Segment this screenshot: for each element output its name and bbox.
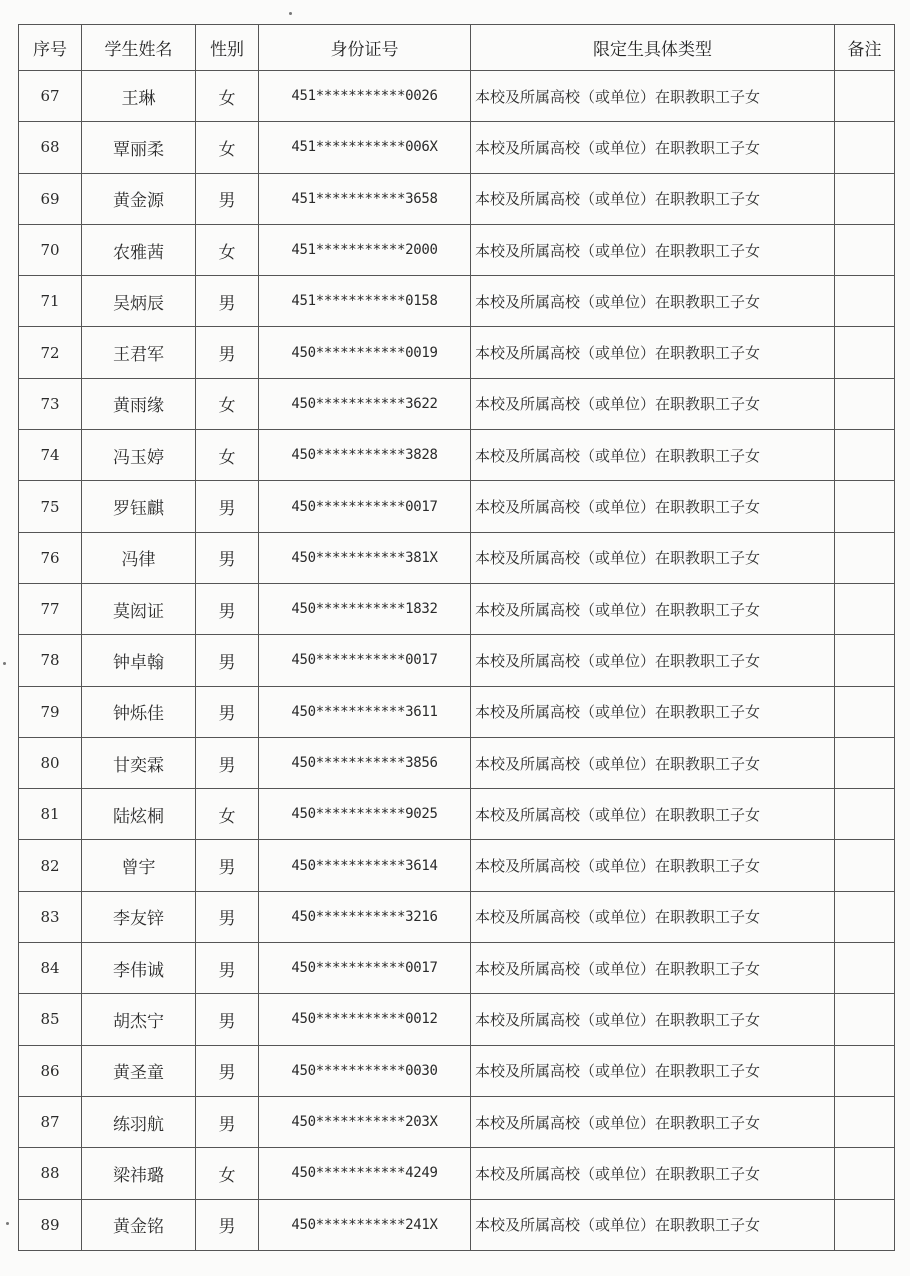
gender-cell: 男: [196, 891, 259, 942]
row-number-cell: 67: [19, 71, 82, 122]
id-number-cell: 450***********3622: [259, 378, 471, 429]
id-number-cell: 451***********0026: [259, 71, 471, 122]
row-number-cell: 74: [19, 430, 82, 481]
remarks-cell: [835, 840, 895, 891]
admission-type-cell: 本校及所属高校（或单位）在职教职工子女: [471, 276, 835, 327]
admission-type-cell: 本校及所属高校（或单位）在职教职工子女: [471, 583, 835, 634]
student-name-cell: 钟烁佳: [82, 686, 196, 737]
remarks-cell: [835, 1148, 895, 1199]
admission-type-cell: 本校及所属高校（或单位）在职教职工子女: [471, 327, 835, 378]
id-number-cell: 450***********3856: [259, 737, 471, 788]
table-row: [19, 1045, 895, 1096]
id-number-cell: 450***********0017: [259, 943, 471, 994]
gender-cell: 男: [196, 994, 259, 1045]
row-number-cell: 80: [19, 737, 82, 788]
table-row: [19, 276, 895, 327]
table-row: [19, 481, 895, 532]
student-name-cell: 黄圣童: [82, 1045, 196, 1096]
gender-cell: 女: [196, 224, 259, 275]
id-number-cell: 450***********203X: [259, 1096, 471, 1147]
table-row: [19, 430, 895, 481]
table-row: [19, 994, 895, 1045]
admission-type-cell: 本校及所属高校（或单位）在职教职工子女: [471, 430, 835, 481]
student-name-cell: 甘奕霖: [82, 737, 196, 788]
row-number-cell: 75: [19, 481, 82, 532]
gender-cell: 女: [196, 789, 259, 840]
row-number-cell: 85: [19, 994, 82, 1045]
student-name-cell: 农雅茜: [82, 224, 196, 275]
admission-type-cell: 本校及所属高校（或单位）在职教职工子女: [471, 686, 835, 737]
scan-speck: [289, 12, 292, 15]
table-row: [19, 737, 895, 788]
header-type: 限定生具体类型: [471, 25, 835, 71]
student-name-cell: 覃丽柔: [82, 122, 196, 173]
admission-type-cell: 本校及所属高校（或单位）在职教职工子女: [471, 1148, 835, 1199]
row-number-cell: 82: [19, 840, 82, 891]
student-name-cell: 罗钰麒: [82, 481, 196, 532]
table-row: [19, 840, 895, 891]
id-number-cell: 450***********381X: [259, 532, 471, 583]
row-number-cell: 84: [19, 943, 82, 994]
admission-type-cell: 本校及所属高校（或单位）在职教职工子女: [471, 481, 835, 532]
remarks-cell: [835, 686, 895, 737]
remarks-cell: [835, 1199, 895, 1250]
id-number-cell: 450***********1832: [259, 583, 471, 634]
row-number-cell: 70: [19, 224, 82, 275]
id-number-cell: 450***********0012: [259, 994, 471, 1045]
gender-cell: 男: [196, 635, 259, 686]
id-number-cell: 450***********3614: [259, 840, 471, 891]
gender-cell: 男: [196, 1199, 259, 1250]
remarks-cell: [835, 327, 895, 378]
student-name-cell: 王琳: [82, 71, 196, 122]
table-row: [19, 122, 895, 173]
row-number-cell: 88: [19, 1148, 82, 1199]
remarks-cell: [835, 635, 895, 686]
table-row: [19, 1199, 895, 1250]
id-number-cell: 451***********2000: [259, 224, 471, 275]
student-name-cell: 钟卓翰: [82, 635, 196, 686]
id-number-cell: 450***********0017: [259, 481, 471, 532]
header-name: 学生姓名: [82, 25, 196, 71]
id-number-cell: 451***********3658: [259, 173, 471, 224]
id-number-cell: 450***********0017: [259, 635, 471, 686]
student-name-cell: 陆炫桐: [82, 789, 196, 840]
student-name-cell: 李伟诚: [82, 943, 196, 994]
header-note: 备注: [835, 25, 895, 71]
scan-speck: [6, 1222, 9, 1225]
student-name-cell: 吴炳辰: [82, 276, 196, 327]
table-row: [19, 532, 895, 583]
student-name-cell: 王君军: [82, 327, 196, 378]
gender-cell: 女: [196, 122, 259, 173]
table-row: [19, 1148, 895, 1199]
admission-type-cell: 本校及所属高校（或单位）在职教职工子女: [471, 1199, 835, 1250]
student-name-cell: 黄金铭: [82, 1199, 196, 1250]
student-name-cell: 梁祎璐: [82, 1148, 196, 1199]
table-row: [19, 327, 895, 378]
id-number-cell: 451***********006X: [259, 122, 471, 173]
row-number-cell: 77: [19, 583, 82, 634]
row-number-cell: 86: [19, 1045, 82, 1096]
gender-cell: 男: [196, 276, 259, 327]
gender-cell: 男: [196, 1045, 259, 1096]
admission-type-cell: 本校及所属高校（或单位）在职教职工子女: [471, 224, 835, 275]
table-row: [19, 1096, 895, 1147]
row-number-cell: 72: [19, 327, 82, 378]
admission-type-cell: 本校及所属高校（或单位）在职教职工子女: [471, 994, 835, 1045]
row-number-cell: 71: [19, 276, 82, 327]
row-number-cell: 87: [19, 1096, 82, 1147]
row-number-cell: 79: [19, 686, 82, 737]
header-id: 身份证号: [259, 25, 471, 71]
remarks-cell: [835, 430, 895, 481]
row-number-cell: 73: [19, 378, 82, 429]
admission-type-cell: 本校及所属高校（或单位）在职教职工子女: [471, 635, 835, 686]
student-name-cell: 李友锌: [82, 891, 196, 942]
remarks-cell: [835, 122, 895, 173]
table-row: [19, 173, 895, 224]
id-number-cell: 450***********0019: [259, 327, 471, 378]
table-row: [19, 789, 895, 840]
id-number-cell: 450***********9025: [259, 789, 471, 840]
student-name-cell: 冯律: [82, 532, 196, 583]
gender-cell: 男: [196, 532, 259, 583]
student-name-cell: 练羽航: [82, 1096, 196, 1147]
row-number-cell: 78: [19, 635, 82, 686]
table-row: [19, 583, 895, 634]
id-number-cell: 451***********0158: [259, 276, 471, 327]
remarks-cell: [835, 1096, 895, 1147]
id-number-cell: 450***********3611: [259, 686, 471, 737]
admission-type-cell: 本校及所属高校（或单位）在职教职工子女: [471, 1045, 835, 1096]
remarks-cell: [835, 224, 895, 275]
admission-type-cell: 本校及所属高校（或单位）在职教职工子女: [471, 943, 835, 994]
id-number-cell: 450***********3216: [259, 891, 471, 942]
gender-cell: 女: [196, 1148, 259, 1199]
admission-type-cell: 本校及所属高校（或单位）在职教职工子女: [471, 891, 835, 942]
remarks-cell: [835, 173, 895, 224]
gender-cell: 男: [196, 481, 259, 532]
student-name-cell: 胡杰宁: [82, 994, 196, 1045]
gender-cell: 男: [196, 583, 259, 634]
remarks-cell: [835, 994, 895, 1045]
remarks-cell: [835, 737, 895, 788]
id-number-cell: 450***********241X: [259, 1199, 471, 1250]
admission-type-cell: 本校及所属高校（或单位）在职教职工子女: [471, 71, 835, 122]
admission-type-cell: 本校及所属高校（或单位）在职教职工子女: [471, 173, 835, 224]
gender-cell: 男: [196, 737, 259, 788]
gender-cell: 男: [196, 327, 259, 378]
table-row: [19, 635, 895, 686]
student-name-cell: 黄金源: [82, 173, 196, 224]
header-no: 序号: [19, 25, 82, 71]
gender-cell: 男: [196, 943, 259, 994]
gender-cell: 男: [196, 840, 259, 891]
row-number-cell: 76: [19, 532, 82, 583]
admission-type-cell: 本校及所属高校（或单位）在职教职工子女: [471, 737, 835, 788]
remarks-cell: [835, 943, 895, 994]
remarks-cell: [835, 891, 895, 942]
student-list-table: [18, 24, 895, 1251]
table-row: [19, 686, 895, 737]
remarks-cell: [835, 481, 895, 532]
table-row: [19, 71, 895, 122]
row-number-cell: 68: [19, 122, 82, 173]
id-number-cell: 450***********3828: [259, 430, 471, 481]
table-row: [19, 943, 895, 994]
header-sex: 性别: [196, 25, 259, 71]
remarks-cell: [835, 71, 895, 122]
table-body: [19, 71, 895, 1251]
row-number-cell: 81: [19, 789, 82, 840]
gender-cell: 女: [196, 430, 259, 481]
table-row: [19, 224, 895, 275]
table-header-row: [19, 25, 895, 71]
remarks-cell: [835, 789, 895, 840]
student-name-cell: 冯玉婷: [82, 430, 196, 481]
remarks-cell: [835, 583, 895, 634]
remarks-cell: [835, 276, 895, 327]
remarks-cell: [835, 1045, 895, 1096]
admission-type-cell: 本校及所属高校（或单位）在职教职工子女: [471, 789, 835, 840]
gender-cell: 女: [196, 71, 259, 122]
gender-cell: 女: [196, 378, 259, 429]
id-number-cell: 450***********4249: [259, 1148, 471, 1199]
gender-cell: 男: [196, 173, 259, 224]
admission-type-cell: 本校及所属高校（或单位）在职教职工子女: [471, 378, 835, 429]
row-number-cell: 83: [19, 891, 82, 942]
gender-cell: 男: [196, 1096, 259, 1147]
table-row: [19, 891, 895, 942]
admission-type-cell: 本校及所属高校（或单位）在职教职工子女: [471, 122, 835, 173]
student-name-cell: 黄雨缘: [82, 378, 196, 429]
student-name-cell: 莫闳证: [82, 583, 196, 634]
remarks-cell: [835, 532, 895, 583]
remarks-cell: [835, 378, 895, 429]
scan-speck: [3, 662, 6, 665]
table-row: [19, 378, 895, 429]
admission-type-cell: 本校及所属高校（或单位）在职教职工子女: [471, 1096, 835, 1147]
row-number-cell: 89: [19, 1199, 82, 1250]
student-name-cell: 曾宇: [82, 840, 196, 891]
admission-type-cell: 本校及所属高校（或单位）在职教职工子女: [471, 532, 835, 583]
gender-cell: 男: [196, 686, 259, 737]
row-number-cell: 69: [19, 173, 82, 224]
admission-type-cell: 本校及所属高校（或单位）在职教职工子女: [471, 840, 835, 891]
id-number-cell: 450***********0030: [259, 1045, 471, 1096]
